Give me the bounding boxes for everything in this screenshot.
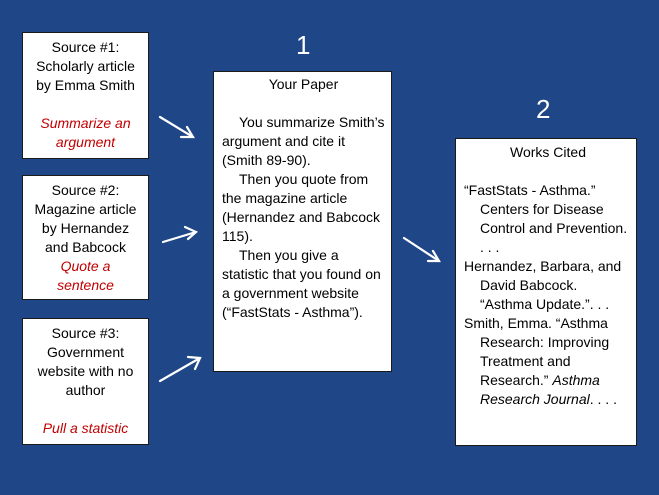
works-cited-title: Works Cited: [510, 144, 586, 160]
works-cited-entry-3-end: . . . .: [589, 391, 617, 407]
works-cited-entry-3-journal: Asthma Research Journal: [480, 372, 600, 407]
works-cited-entry-3-text: Smith, Emma. “Asthma Research: Improving Treatment and Research.”: [464, 315, 610, 388]
source-2-line-1: Source #2:: [51, 182, 120, 198]
arrow-to-works-cited-icon: [404, 238, 439, 261]
step-number-1: 1: [296, 30, 311, 60]
arrow-source-1-icon: [160, 117, 193, 137]
source-2-line-4: and Babcock: [45, 239, 126, 255]
source-2-task-line-2: sentence: [57, 277, 114, 293]
source-3-line-3: website with no: [37, 363, 134, 379]
source-2-task-line-1: Quote a: [60, 258, 111, 274]
source-1-line-3: by Emma Smith: [36, 77, 135, 93]
source-1-task-line-2: argument: [55, 134, 116, 150]
source-2-line-2: Magazine article: [34, 201, 137, 217]
source-2-line-3: by Hernandez: [41, 220, 130, 236]
step-number-2: 2: [536, 94, 551, 124]
works-cited-entry-1: “FastStats - Asthma.” Centers for Disease Control and Prevention. . . .: [464, 182, 628, 255]
paper-paragraph-3: Then you give a statistic that you found on a government website (“FastStats - Asthma”).: [222, 247, 381, 320]
source-3-line-2: Government: [46, 344, 125, 360]
source-1-line-2: Scholarly article: [36, 58, 135, 74]
source-1-line-1: Source #1:: [51, 39, 120, 55]
source-3-line-1: Source #3:: [51, 325, 120, 341]
source-3-task-line-1: Pull a statistic: [42, 420, 129, 436]
source-1-task-line-1: Summarize an: [40, 115, 131, 131]
paper-paragraph-1: You summarize Smith’s argument and cite it (Smith 89-90).: [222, 114, 385, 168]
paper-title: Your Paper: [268, 76, 339, 92]
arrow-source-2-icon: [163, 227, 196, 242]
source-3-line-4: author: [65, 382, 106, 398]
paper-paragraph-2: Then you quote from the magazine article (Hernandez and Babcock 115).: [222, 171, 380, 244]
arrow-source-3-icon: [160, 357, 200, 381]
works-cited-entry-2: Hernandez, Barbara, and David Babcock. “Asthma Update.”. . .: [464, 258, 622, 312]
